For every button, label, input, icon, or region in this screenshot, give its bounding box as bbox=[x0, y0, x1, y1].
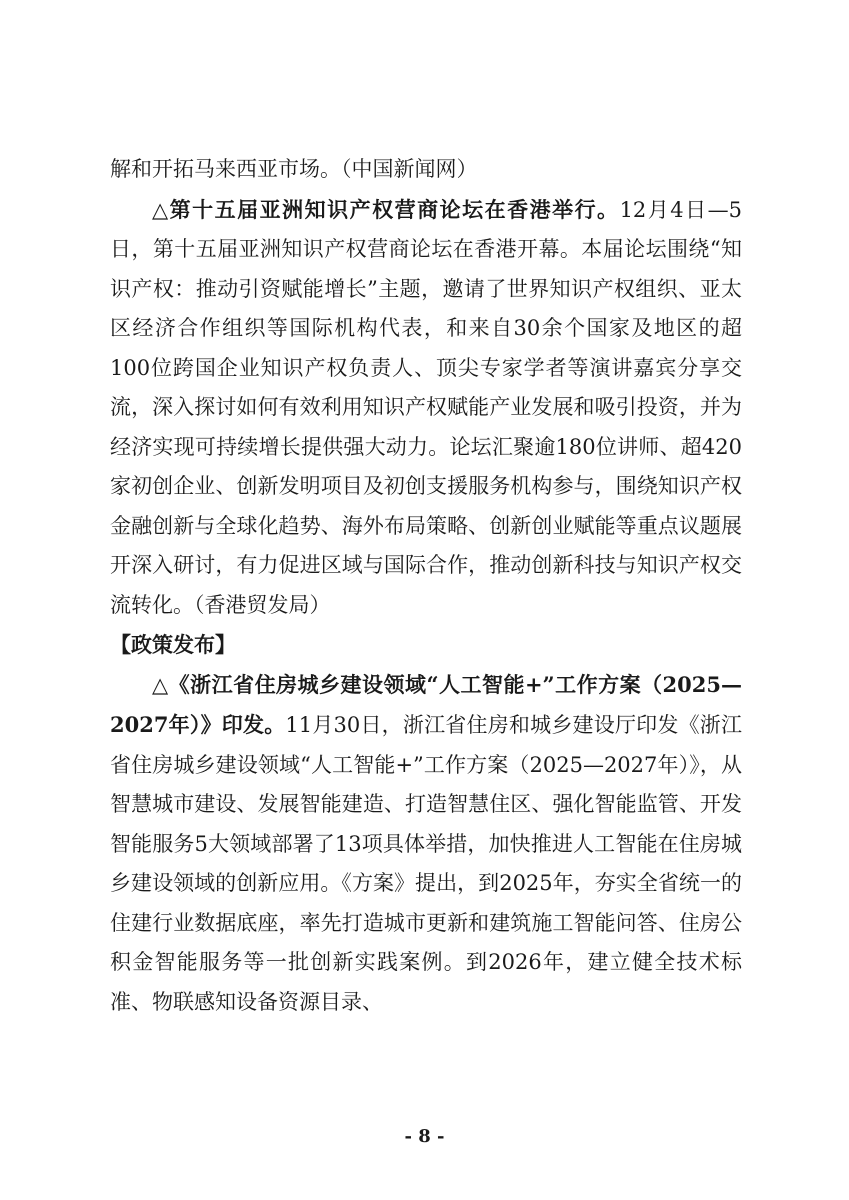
page-number: - 8 - bbox=[404, 1126, 445, 1147]
news-item-headline: △第十五届亚洲知识产权营商论坛在香港举行。 bbox=[152, 196, 620, 222]
paragraph-text: 解和开拓马来西亚市场。（中国新闻网） bbox=[110, 157, 478, 181]
paragraph-continuation bbox=[110, 150, 742, 190]
news-item-text: 11月30日，浙江省住房和城乡建设厅印发《浙江省住房城乡建设领域“人工智能+”工作方案（2025—2027年）》，从智慧城市建设、发展智能建造、打造智慧住区、强化智能监管、开发智能服务5大领域部署了13项具体举措，加快推进人工智能在住房城乡建设领域的创新应用。《方案》提出，到2025年，夯实全省统一的住建行业数据底座，率先打造城市更新和建筑施工智能问答、住房公积金智能服务等一批创新实践案例。到2026年，建立健全技术标准、物联感知设备资源目录、 bbox=[110, 713, 742, 1014]
news-item-zhejiang-ai-plan bbox=[110, 665, 742, 1023]
section-heading: 【政策发布】 bbox=[110, 632, 236, 657]
news-item-text: 12月4日—5日，第十五届亚洲知识产权营商论坛在香港开幕。本届论坛围绕“知识产权：推动引资赋能增长”主题，邀请了世界知识产权组织、亚太区经济合作组织等国际机构代表，和来自30余个国家及地区的超100位跨国企业知识产权负责人、顶尖专家学者等演讲嘉宾分享交流，深入探讨如何有效利用知识产权赋能产业发展和吸引投资，并为经济实现可持续增长提供强大动力。论坛汇聚逾180位讲师、超420家初创企业、创新发明项目及初创支援服务机构参与，围绕知识产权金融创新与全球化趋势、海外布局策略、创新创业赋能等重点议题展开深入研讨，有力促进区域与国际合作，推动创新科技与知识产权交流转化。（香港贸发局） bbox=[110, 197, 742, 617]
document-body bbox=[110, 150, 742, 1022]
news-item-asia-ip-forum bbox=[110, 190, 742, 626]
news-item-headline: △《浙江省住房城乡建设领域“人工智能+”工作方案（2025—2027年）》印发。 bbox=[110, 671, 742, 737]
